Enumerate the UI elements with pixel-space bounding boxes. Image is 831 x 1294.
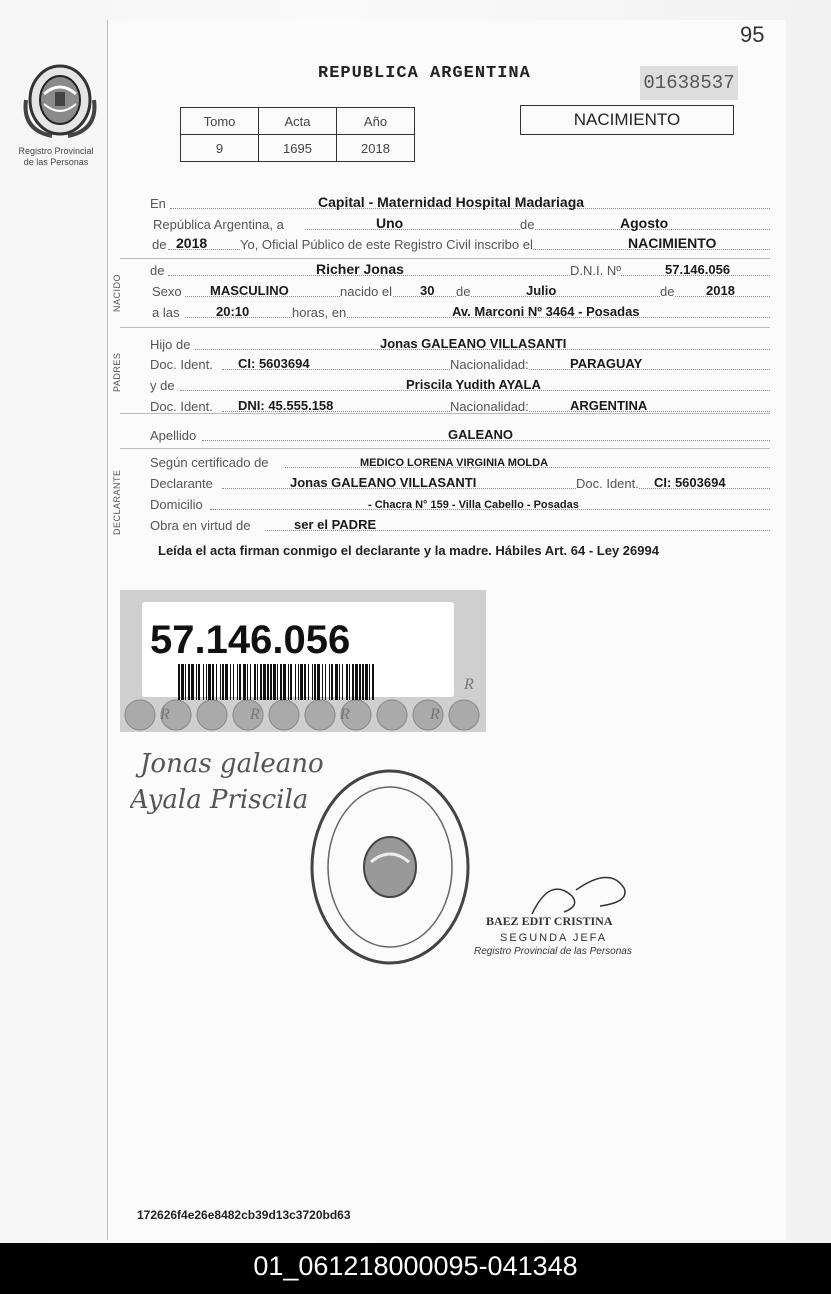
label-declarante: Declarante: [150, 476, 213, 491]
section-divider: [120, 413, 770, 414]
value-father-doc: CI: 5603694: [238, 356, 310, 371]
section-label-nacido: NACIDO: [112, 273, 122, 312]
label-obra: Obra en virtud de: [150, 518, 251, 533]
label-doc-ident-mother: Doc. Ident.: [150, 399, 213, 414]
row-mother-doc: [150, 395, 770, 415]
value-obra: ser el PADRE: [294, 517, 377, 532]
label-inscribo: Yo, Oficial Público de este Registro Civil inscribo el: [240, 237, 533, 252]
value-day: Uno: [376, 215, 404, 231]
row-hijo-de: [150, 333, 770, 353]
official-org: Registro Provincial de las Personas: [474, 946, 632, 957]
barcode-icon: [178, 664, 378, 700]
row-father-doc: [150, 353, 770, 373]
label-doc-ident-declarante: Doc. Ident.: [576, 476, 639, 491]
value-child-name: Richer Jonas: [316, 261, 404, 277]
label-nacido-el: nacido el: [340, 284, 393, 299]
row-obra: [150, 514, 770, 534]
serial-number: 01638537: [640, 66, 738, 100]
value-child-dni: 57.146.056: [665, 262, 731, 277]
label-de-month: de: [456, 284, 471, 299]
value-father-name: Jonas GALEANO VILLASANTI: [380, 336, 567, 351]
value-place: Capital - Maternidad Hospital Madariaga: [318, 194, 585, 210]
value-year: 2018: [176, 235, 208, 251]
row-inscribo: [150, 233, 770, 253]
label-a-las: a las: [152, 305, 180, 320]
value-birth-day: 30: [420, 283, 435, 298]
row-fecha: [150, 213, 770, 233]
value-certificado: MEDICO LORENA VIRGINIA MOLDA: [360, 457, 549, 469]
section-divider: [120, 448, 770, 449]
signature-father: Jonas galeano: [140, 749, 324, 779]
row-domicilio: [150, 493, 770, 513]
label-de-nacido: de: [150, 263, 165, 278]
value-birth-place: Av. Marconi Nº 3464 - Posadas: [452, 304, 640, 319]
row-certificado: [150, 451, 770, 471]
sticker-mark: R: [250, 706, 260, 723]
value-father-nationality: PARAGUAY: [570, 356, 643, 371]
table-value-ano: 2018: [337, 135, 415, 162]
label-hijo-de: Hijo de: [150, 337, 191, 352]
label-certificado: Según certificado de: [150, 455, 269, 470]
signature-mother: Ayala Priscila: [130, 785, 309, 815]
issuer-label: [4, 146, 108, 168]
issuer-line-2: de las Personas: [23, 157, 89, 167]
issuer-line-1: Registro Provincial: [18, 146, 94, 156]
label-horas-en: horas, en: [292, 305, 347, 320]
table-value-tomo: 9: [181, 135, 259, 162]
row-nacido-nombre: [150, 259, 770, 279]
section-divider: [120, 327, 770, 328]
table-header-tomo: Tomo: [181, 108, 259, 135]
row-declarante: [150, 472, 770, 492]
value-birth-year: 2018: [706, 283, 735, 298]
label-de-year: de: [152, 237, 167, 252]
value-mother-name: Priscila Yudith AYALA: [406, 377, 541, 392]
sticker-mark: R: [430, 706, 440, 723]
value-month: Agosto: [620, 215, 669, 231]
value-sexo: MASCULINO: [210, 283, 289, 298]
label-de-year2: de: [660, 284, 675, 299]
value-declarante-name: Jonas GALEANO VILLASANTI: [290, 475, 477, 490]
value-domicilio: - Chacra N° 159 - Villa Cabello - Posadas: [368, 499, 579, 511]
label-sexo: Sexo: [152, 284, 182, 299]
label-republica: República Argentina, a: [153, 217, 284, 232]
official-stamp-icon: [305, 766, 475, 968]
document-hash: 172626f4e26e8482cb39d13c3720bd63: [137, 1208, 351, 1222]
row-y-de: [150, 374, 770, 394]
record-type-box: NACIMIENTO: [520, 105, 734, 135]
record-table: [180, 107, 415, 162]
sticker-mark: R: [464, 676, 474, 693]
label-domicilio: Domicilio: [150, 497, 203, 512]
value-mother-doc: DNI: 45.555.158: [238, 398, 334, 413]
sticker-mark: R: [340, 706, 350, 723]
official-role: SEGUNDA JEFA: [500, 932, 608, 944]
label-de: de: [520, 217, 535, 232]
sticker-mark: R: [160, 706, 170, 723]
label-dni: D.N.I. Nº: [570, 263, 621, 278]
value-inscribo: NACIMIENTO: [628, 235, 717, 251]
value-birth-month: Julio: [526, 283, 557, 298]
table-header-acta: Acta: [259, 108, 337, 135]
value-birth-time: 20:10: [216, 304, 250, 319]
label-en: En: [150, 196, 166, 211]
footer-id: 01_061218000095-041348: [0, 1243, 831, 1294]
closing-note: Leída el acta firman conmigo el declarante y la madre. Hábiles Art. 64 - Ley 26994: [158, 543, 659, 558]
label-nacionalidad-mother: Nacionalidad:: [450, 399, 529, 414]
label-y-de: y de: [150, 378, 175, 393]
label-apellido: Apellido: [150, 428, 197, 443]
row-en: [150, 192, 770, 212]
section-label-padres: PADRES: [112, 352, 122, 392]
value-apellido: GALEANO: [448, 427, 513, 442]
row-nacido-hora: [150, 301, 770, 321]
label-doc-ident-father: Doc. Ident.: [150, 357, 213, 372]
table-value-acta: 1695: [259, 135, 337, 162]
table-header-ano: Año: [337, 108, 415, 135]
provincial-seal-icon: [22, 60, 98, 140]
value-mother-nationality: ARGENTINA: [570, 398, 648, 413]
section-label-declarante: DECLARANTE: [112, 469, 122, 535]
official-name: BAEZ EDIT CRISTINA: [486, 914, 613, 928]
row-apellido: [150, 424, 770, 444]
page-title: REPUBLICA ARGENTINA: [318, 64, 531, 83]
label-nacionalidad-father: Nacionalidad:: [450, 357, 529, 372]
row-nacido-sexo: [150, 280, 770, 300]
dni-sticker-number: 57.146.056: [150, 618, 351, 662]
value-declarante-doc: CI: 5603694: [654, 475, 726, 490]
page-number: 95: [740, 22, 765, 47]
